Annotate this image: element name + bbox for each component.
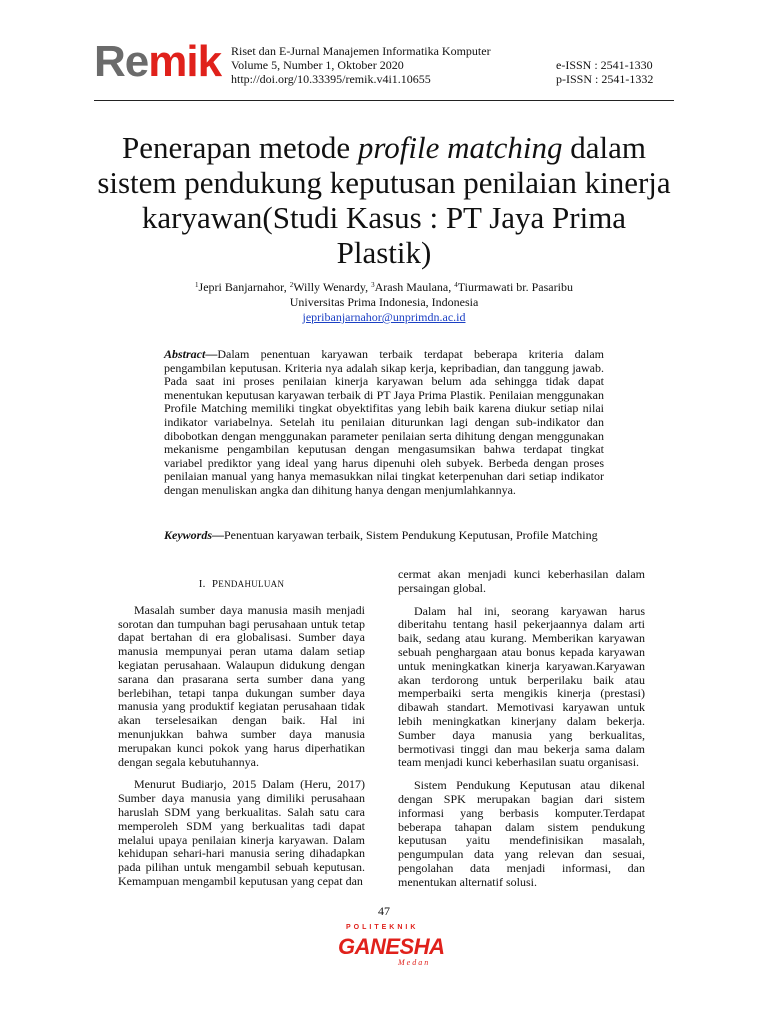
- header-divider: [94, 100, 674, 101]
- abstract: [164, 348, 604, 498]
- journal-logo: [94, 37, 222, 86]
- journal-name: Riset dan E-Jurnal Manajemen Informatika Komputer: [231, 44, 491, 58]
- keywords-heading: Keywords: [164, 528, 212, 542]
- author-name: Jepri Banjarnahor,: [198, 280, 290, 294]
- author-email-link[interactable]: jepribanjarnahor@unprimdn.ac.id: [302, 310, 466, 324]
- author-block: [94, 278, 674, 325]
- paragraph: Masalah sumber daya manusia masih menjadi sorotan dan tumpuhan bagi perusahaan untuk tetap dapat bertahan di era globalisasi. Sumber daya manusia mempunyai peran utama dalam setiap kegiatan perusahaan. Walaupun didukung dengan sarana dan prasarana serta sumber dana yang berlebihan, tetapi tanpa dukungan sumber daya manusia yang produktif kegiatan perusahaan tidak akan terselesaikan dengan baik. Hal ini menunjukkan bahwa sumber daya manusia merupakan kunci pokok yang harus diperhatikan dengan segala kebutuhannya.: [118, 602, 365, 769]
- section-number: I.: [198, 578, 206, 590]
- journal-info: [231, 44, 491, 86]
- p-issn: p-ISSN : 2541-1332: [556, 72, 654, 86]
- author-sup: 3: [371, 281, 375, 289]
- paragraph: Menurut Budiarjo, 2015 Dalam (Heru, 2017) Sumber daya manusia yang dimiliki perusahaan haruslah SDM yang berkualitas. Salah satu cara memperoleh SDM yang berkualitas tadi dapat melalui upaya penilaian kinerja karyawan. Dalam kehidupan sehari-hari manusia sering dihadapkan pada pilihan untuk mengambil sebuah keputusan. Kemampuan mengambil keputusan yang cepat dan: [118, 777, 365, 888]
- section-heading: [118, 578, 365, 592]
- paragraph: Sistem Pendukung Keputusan atau dikenal dengan SPK merupakan bagian dari sistem informasi yang berbasis komputer.Terdapat beberapa tahapan dalam sistem pendukung keputusan yaitu mendefinisikan masalah, pengumpulan data yang relevan dan sesuai, pengolahan data menjadi informasi, dan menentukan alternatif solusi.: [398, 778, 645, 889]
- paragraph: Dalam hal ini, seorang karyawan harus diberitahu tentang hasil pekerjaannya dalam arti baik, sedang atau kurang. Memberikan karyawan sebuah penghargaan atau bonus kepada karyawan untuk meningkatkan kinerja karyawan.Karyawan akan terdorong untuk berperilaku baik atau memperbaiki serta mengikis kinerja (prestasi) dibawah standart. Memotivasi karyawan untuk lebih meningkatkan kinerjany dalam bekerja. Sumber daya manusia yang berkualitas, bermotivasi tinggi dan mau bekerja sama dalam team menjadi kunci keberhasilan suatu organisasi.: [398, 603, 645, 770]
- author-name: Arash Maulana,: [374, 280, 455, 294]
- affiliation: Universitas Prima Indonesia, Indonesia: [289, 295, 479, 309]
- journal-volume: Volume 5, Number 1, Oktober 2020: [231, 58, 404, 72]
- author-names: [94, 278, 674, 295]
- abstract-heading: Abstract: [164, 347, 206, 361]
- title-text-2: dalam sistem pendukung keputusan penilaian kinerja karyawan(Studi Kasus : PT Jaya Prima Plastik): [97, 130, 671, 270]
- left-column: [118, 564, 365, 898]
- journal-doi[interactable]: http://doi.org/10.33395/remik.v4i1.10655: [231, 72, 431, 86]
- author-sup: 2: [289, 281, 294, 289]
- logo-text-re: Re: [94, 37, 149, 86]
- issn-block: [556, 58, 653, 86]
- paper-title: [94, 130, 674, 270]
- title-italic: profile matching: [357, 130, 563, 165]
- paragraph: cermat akan menjadi kunci keberhasilan dalam persaingan global.: [398, 567, 645, 595]
- section-title-rest: ENDAHULUAN: [218, 579, 285, 589]
- logo-medan-text: Medan: [398, 958, 431, 967]
- title-text-1: Penerapan metode: [122, 130, 358, 165]
- author-name: Willy Wenardy,: [293, 280, 372, 294]
- e-issn: e-ISSN : 2541-1330: [556, 58, 653, 72]
- keywords: [164, 528, 604, 542]
- author-sup: 1: [195, 281, 199, 289]
- logo-politeknik-text: POLITEKNIK: [346, 924, 419, 931]
- section-title-initial: P: [211, 578, 219, 590]
- abstract-text: Dalam penentuan karyawan terbaik terdapat beberapa kriteria dalam pengambilan keputusan. Kriteria nya adalah sikap kerja, kepribadian, dan tanggung jawab. Pada saat ini proses penilaian kinerja karyawan belum ada sehingga tidak dapat menentukan keputusan karyawan terbaik di PT Jaya Prima Plastik. Penilaian menggunakan Profile Matching memiliki tingkat obyektifitas yang lebih baik karena diukur setiap nilai indikator variabelnya. Setelah itu penilaian diturunkan lagi dengan sub-indikator dan dibobotkan dengan menggunakan parameter penilaian serta dihitung dengan menggunakan mekanisme pengambilan keputusan dengan mengasumsikan bahwa terdapat tingkat variabel prediktor yang ideal yang harus dipenuhi oleh subyek. Berbeda dengan proses penilaian manual yang hanya memasukkan nilai tingkat keterpenuhan dari setiap indikator dengan menuliskan angka dan dihitung hanya dengan menjumlahkannya.: [164, 347, 604, 497]
- author-sup: 4: [454, 281, 458, 289]
- keywords-dash: —: [212, 528, 224, 542]
- keywords-text: Penentuan karyawan terbaik, Sistem Pendukung Keputusan, Profile Matching: [224, 528, 598, 542]
- author-name: Tiurmawati br. Pasaribu: [457, 280, 573, 294]
- logo-text-mik: mik: [148, 37, 222, 86]
- logo-ganesha-text: GANESHA: [338, 934, 445, 959]
- abstract-dash: —: [205, 347, 218, 361]
- page-number: 47: [378, 904, 390, 918]
- right-column: [398, 568, 645, 899]
- politeknik-ganesha-logo: [338, 924, 445, 970]
